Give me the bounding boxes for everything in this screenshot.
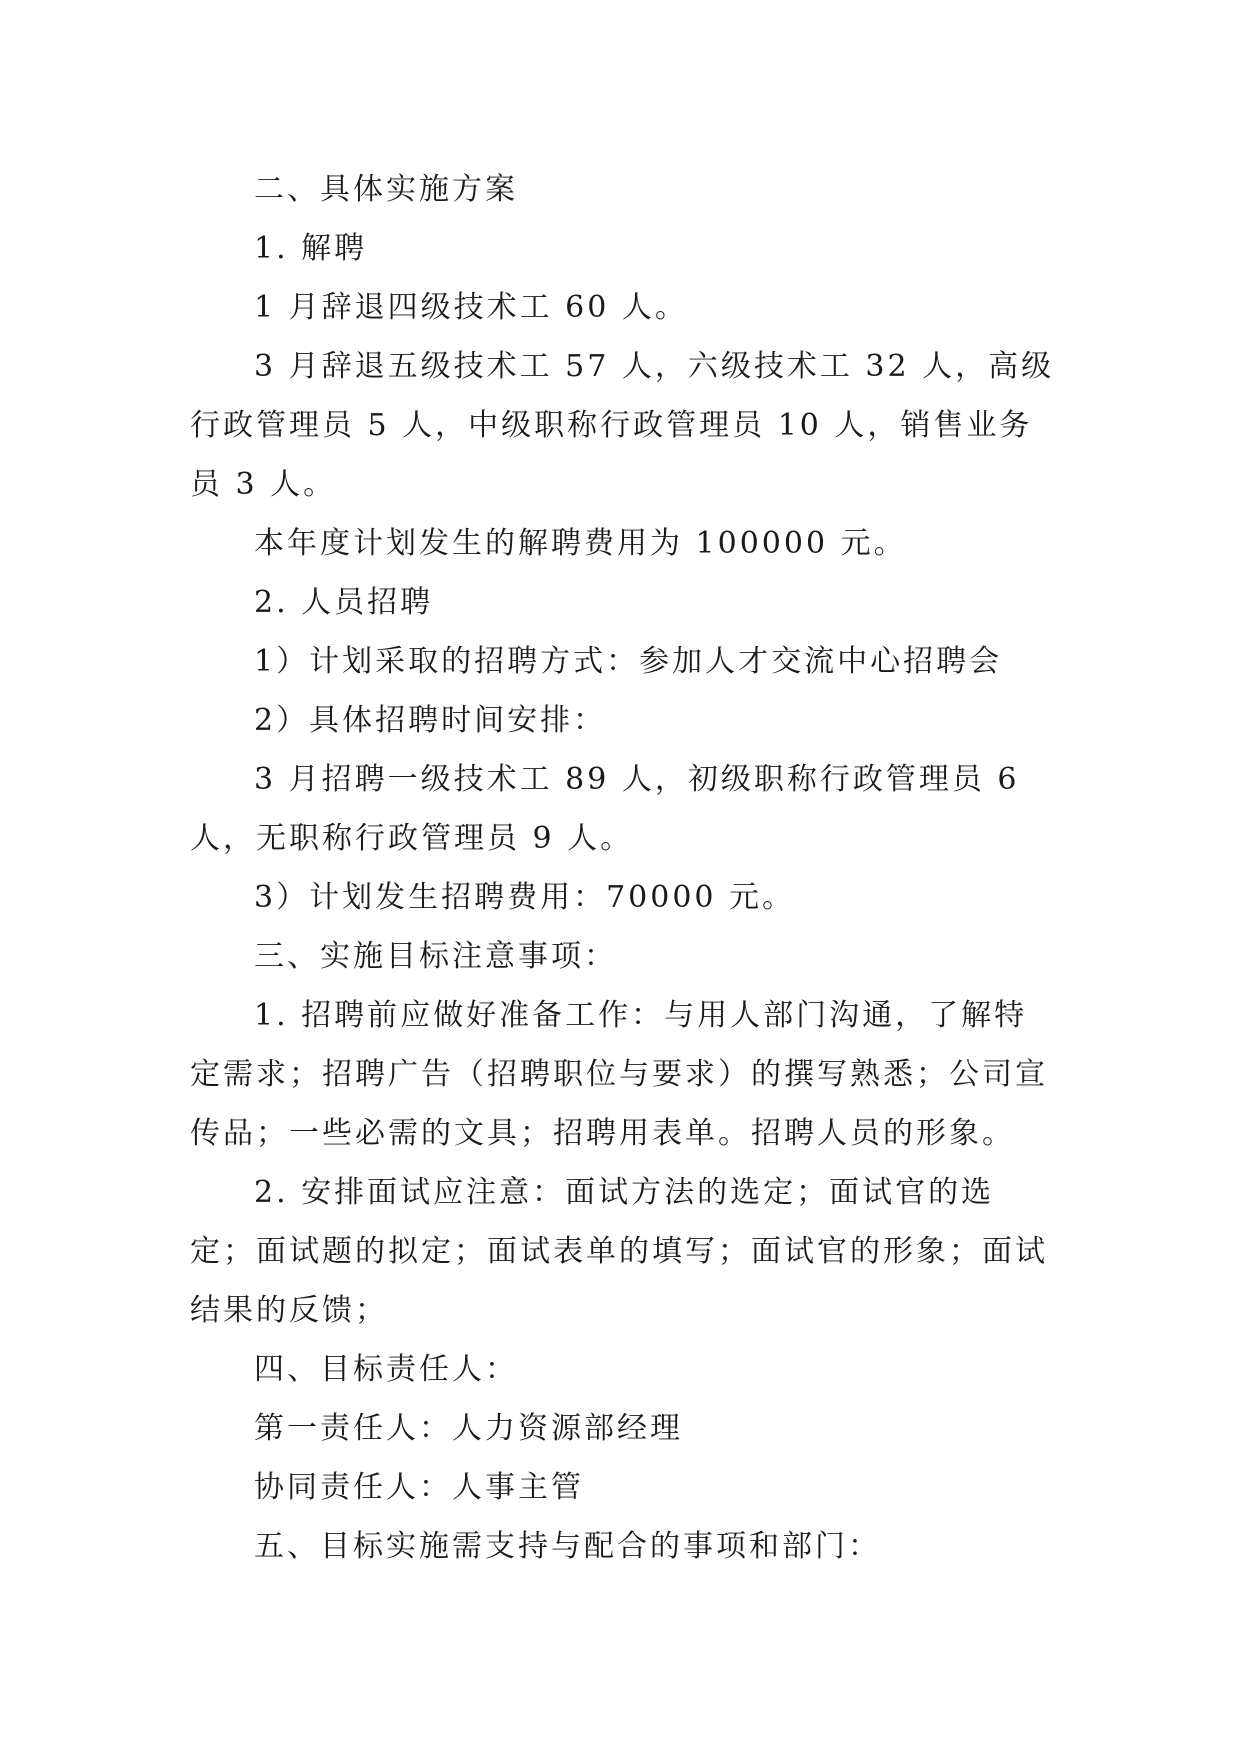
section-heading-implementation-plan: 二、具体实施方案: [254, 172, 518, 207]
paragraph-january-dismissal: 1 月辞退四级技术工 60 人。: [254, 290, 688, 325]
subheading-recruitment: 2. 人员招聘: [254, 585, 434, 620]
paragraph-march-dismissal: 3 月辞退五级技术工 57 人，六级技术工 32 人，高级行政管理员 5 人，中级职称行政管理员 10 人，销售业务员 3 人。: [190, 349, 1055, 502]
paragraph-interview-notes: 2. 安排面试应注意：面试方法的选定；面试官的选定；面试题的拟定；面试表单的填写；面试官的形象；面试结果的反馈；: [190, 1175, 1048, 1328]
paragraph-dismissal-cost: 本年度计划发生的解聘费用为 100000 元。: [254, 526, 907, 561]
section-heading-notes: 三、实施目标注意事项：: [254, 939, 617, 974]
list-item-recruitment-cost: 3）计划发生招聘费用：70000 元。: [254, 880, 796, 915]
list-item-recruitment-schedule: 2）具体招聘时间安排：: [254, 703, 607, 738]
document-body: [190, 160, 1060, 1576]
list-item-recruitment-method: 1）计划采取的招聘方式：参加人才交流中心招聘会: [254, 644, 1003, 679]
paragraph-co-responsible: 协同责任人：人事主管: [254, 1470, 584, 1505]
paragraph-primary-responsible: 第一责任人：人力资源部经理: [254, 1411, 683, 1446]
subheading-dismissal: 1. 解聘: [254, 231, 368, 266]
section-heading-support-departments: 五、目标实施需支持与配合的事项和部门：: [254, 1529, 881, 1564]
section-heading-responsible-persons: 四、目标责任人：: [254, 1352, 518, 1387]
paragraph-march-recruitment: 3 月招聘一级技术工 89 人，初级职称行政管理员 6 人，无职称行政管理员 9 人。: [190, 762, 1020, 856]
paragraph-recruitment-preparation: 1. 招聘前应做好准备工作：与用人部门沟通，了解特定需求；招聘广告（招聘职位与要求）的撰写熟悉；公司宣传品；一些必需的文具；招聘用表单。招聘人员的形象。: [190, 998, 1048, 1151]
